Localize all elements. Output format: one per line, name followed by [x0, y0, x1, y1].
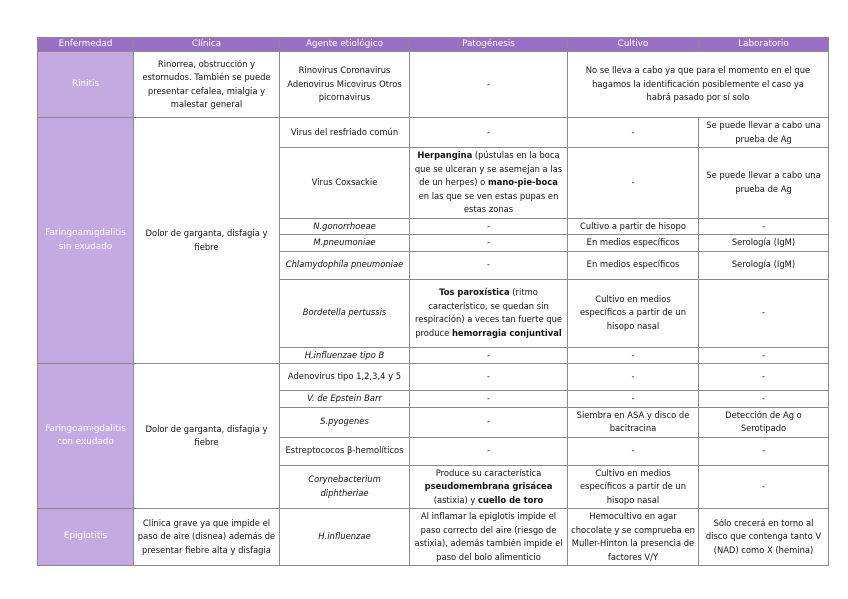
patogenesis-cell: - — [410, 364, 568, 391]
patogenesis-cell: - — [410, 347, 568, 364]
cultivo-cell: - — [568, 391, 699, 408]
cultivo-cell: - — [568, 364, 699, 391]
cultivo-cell: Cultivo en medios específicos a partir de un hisopo nasal — [568, 279, 699, 347]
patogenesis-cell: Al inflamar la epiglotis impide el paso correcto del aire (riesgo de astixia), además también impide el paso del bolo alimenticio — [410, 509, 568, 566]
table-row — [38, 52, 829, 118]
disease-name: Faringoamigdalitis con exudado — [38, 364, 134, 509]
microbiology-table — [37, 37, 829, 566]
agente-cell: Adenovirus tipo 1,2,3,4 y 5 — [280, 364, 410, 391]
cultivo-cell: - — [568, 437, 699, 465]
laboratorio-cell: - — [699, 391, 829, 408]
agente-cell: S.pyogenes — [280, 407, 410, 437]
laboratorio-cell: - — [699, 347, 829, 364]
cultivo-cell: Cultivo en medios específicos a partir de un hisopo nasal — [568, 465, 699, 509]
clinica-cell: Rinorrea, obstrucción y estornudos. También se puede presentar cefalea, mialgia y malestar general — [134, 52, 280, 118]
laboratorio-cell: Sólo crecerá en torno al disco que contenga tanto V (NAD) como X (hemina) — [699, 509, 829, 566]
disease-name: Rinitis — [38, 52, 134, 118]
disease-name: Faringoamigdalitis sin exudado — [38, 118, 134, 364]
cultivo-cell: En medios específicos — [568, 251, 699, 279]
laboratorio-cell: - — [699, 465, 829, 509]
agente-cell: Virus Coxsackie — [280, 148, 410, 219]
laboratorio-cell: - — [699, 218, 829, 235]
agente-cell: Rinovirus Coronavirus Adenovirus Micovirus Otros picornavirus — [280, 52, 410, 118]
patogenesis-cell: - — [410, 218, 568, 235]
patogenesis-cell: - — [410, 437, 568, 465]
patogenesis-cell: - — [410, 251, 568, 279]
agente-cell: Virus del resfriado común — [280, 118, 410, 148]
table-row — [38, 509, 829, 566]
cultivo-cell: Cultivo a partir de hisopo — [568, 218, 699, 235]
header-cultivo: Cultivo — [568, 38, 699, 52]
header-agente: Agente etiológico — [280, 38, 410, 52]
patogenesis-cell: - — [410, 52, 568, 118]
header-enfermedad: Enfermedad — [38, 38, 134, 52]
laboratorio-cell: Se puede llevar a cabo una prueba de Ag — [699, 148, 829, 219]
agente-cell: Bordetella pertussis — [280, 279, 410, 347]
cultivo-cell: En medios específicos — [568, 235, 699, 252]
clinica-cell: Dolor de garganta, disfagia y fiebre — [134, 118, 280, 364]
agente-cell: H.influenzae tipo B — [280, 347, 410, 364]
laboratorio-cell: - — [699, 364, 829, 391]
patogenesis-cell: - — [410, 391, 568, 408]
header-clinica: Clínica — [134, 38, 280, 52]
header-laboratorio: Laboratorio — [699, 38, 829, 52]
cultivo-cell: - — [568, 347, 699, 364]
laboratorio-cell: Serología (IgM) — [699, 235, 829, 252]
laboratorio-cell: Detección de Ag o Serotipado — [699, 407, 829, 437]
agente-cell: V. de Epstein Barr — [280, 391, 410, 408]
table-row — [38, 118, 829, 148]
patogenesis-cell: - — [410, 235, 568, 252]
clinica-cell: Dolor de garganta, disfagia y fiebre — [134, 364, 280, 509]
agente-cell: Corynebacterium diphtheriae — [280, 465, 410, 509]
table-row — [38, 364, 829, 391]
patogenesis-cell: Tos paroxística (ritmo característico, se quedan sin respiración) a veces tan fuerte que produce hemorragia conjuntival — [410, 279, 568, 347]
laboratorio-cell: Serología (IgM) — [699, 251, 829, 279]
laboratorio-cell: - — [699, 279, 829, 347]
agente-cell: H.influenzae — [280, 509, 410, 566]
disease-name: Epiglotitis — [38, 509, 134, 566]
cultivo-cell: Hemocultivo en agar chocolate y se comprueba en Muller-Hinton la presencia de factores V/Y — [568, 509, 699, 566]
clinica-cell: Clínica grave ya que impide el paso de aire (disnea) además de presentar fiebre alta y disfagia — [134, 509, 280, 566]
cultivo-cell: - — [568, 118, 699, 148]
agente-cell: M.pneumoniae — [280, 235, 410, 252]
header-patogenesis: Patogénesis — [410, 38, 568, 52]
patogenesis-cell: Herpangina (pústulas en la boca que se ulceran y se asemejan a las de un herpes) o mano-pie-boca en las que se ven estas pupas en estas zonas — [410, 148, 568, 219]
agente-cell: N.gonorrhoeae — [280, 218, 410, 235]
laboratorio-cell: - — [699, 437, 829, 465]
cultivo-cell: Siembra en ASA y disco de bacitracina — [568, 407, 699, 437]
agente-cell: Chlamydophila pneumoniae — [280, 251, 410, 279]
laboratorio-cell: Se puede llevar a cabo una prueba de Ag — [699, 118, 829, 148]
patogenesis-cell: - — [410, 118, 568, 148]
cultivo-lab-cell: No se lleva a cabo ya que para el momento en el que hagamos la identificación posiblemente el caso ya habrá pasado por sí solo — [568, 52, 829, 118]
agente-cell: Estreptococos β-hemolíticos — [280, 437, 410, 465]
header-row — [38, 38, 829, 52]
patogenesis-cell: Produce su característica pseudomembrana grisácea (astixia) y cuello de toro — [410, 465, 568, 509]
patogenesis-cell: - — [410, 407, 568, 437]
cultivo-cell: - — [568, 148, 699, 219]
